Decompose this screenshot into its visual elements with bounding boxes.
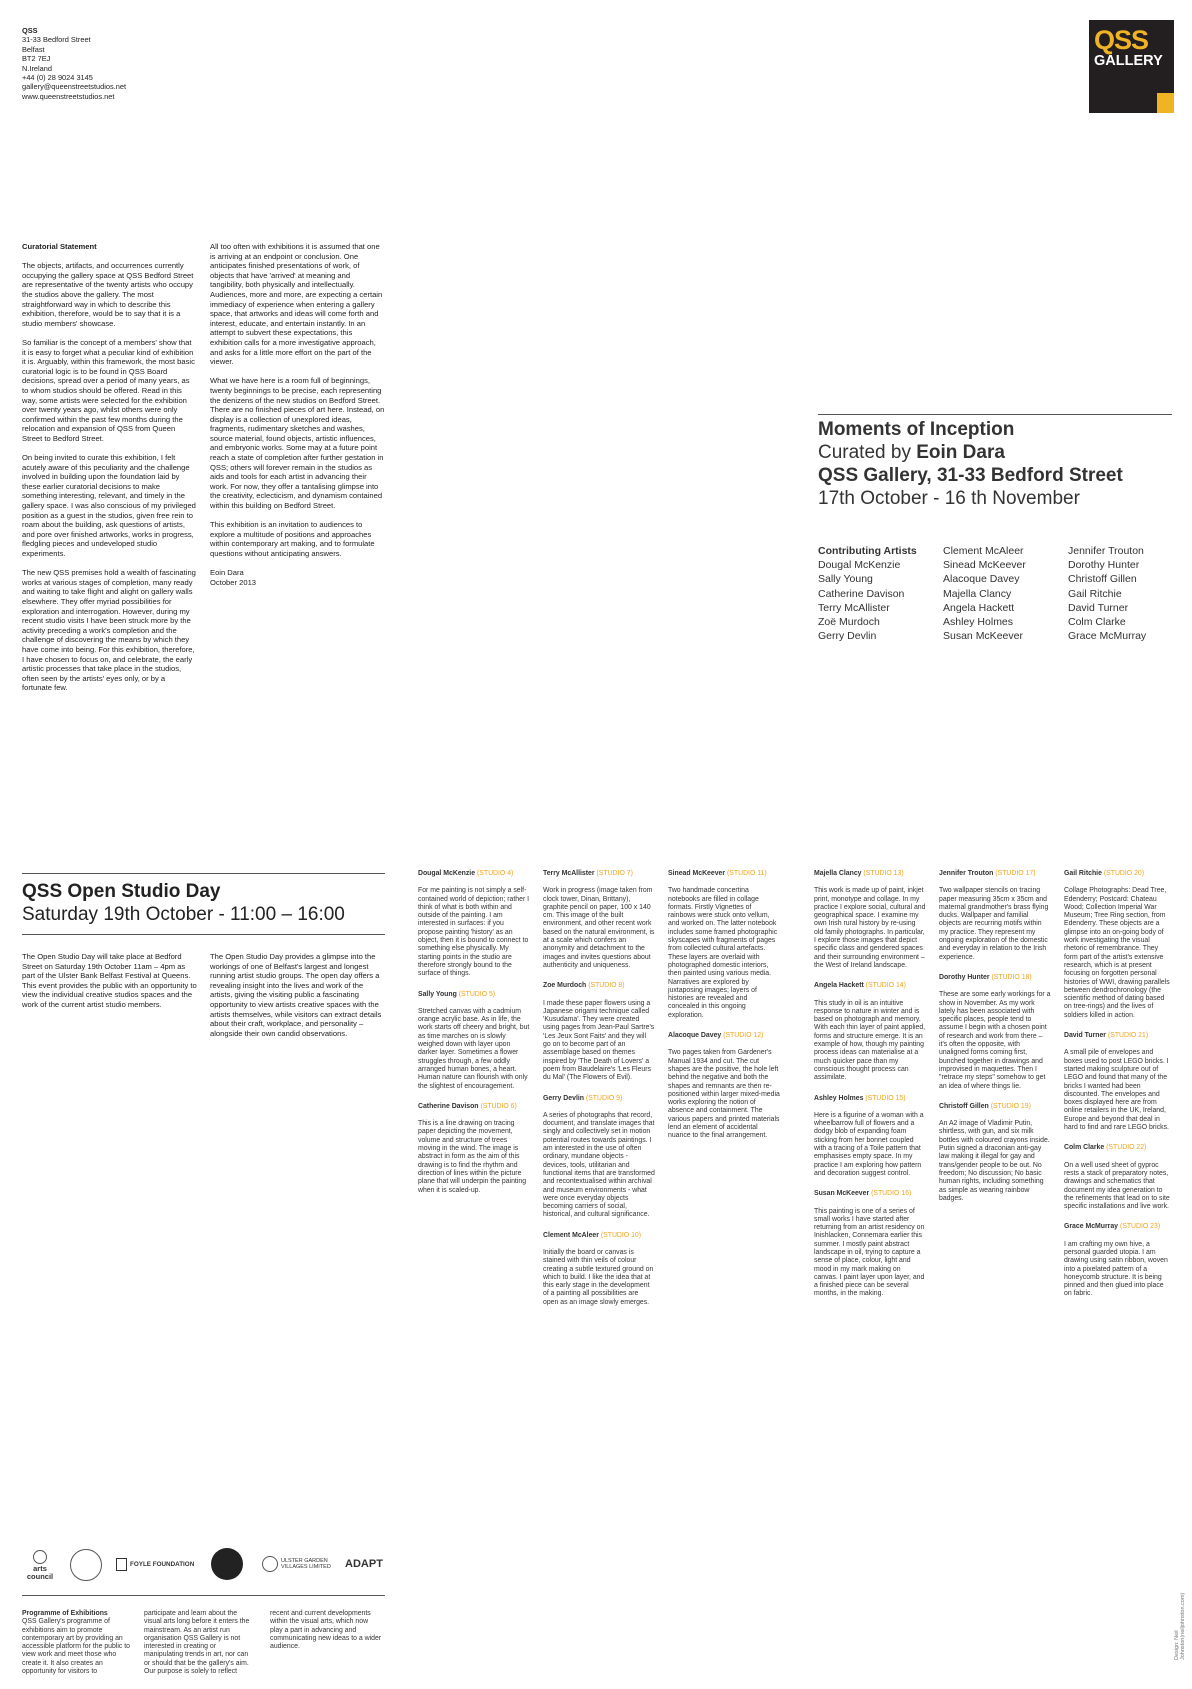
artist-name: Gail Ritchie: [1064, 870, 1102, 877]
statement-paragraph: All too often with exhibitions it is assumed that one is arriving at an endpoint or conclusion. One anticipates finished presentations of work, of objects that have 'arrived' at meaning and tangibility, both physically and intellectually. Audiences, more and more, are expecting a certain immediacy of experience when entering a gallery space, that artworks and ideas will come forth and interest, educate, and entertain instantly. In an attempt to subvert these expectations, this exhibition calls for a more investigative approach, and asks for a little more effort on the part of the viewer.: [210, 242, 383, 367]
studio-description: This is a line drawing on tracing paper depicting the movement, volume and structure of trees moving in the wind. The image is abstract in form as the aim of this drawing is to find the rhythm and direction of lines within the picture plane that will underpin the painting when it is scaled-up.: [418, 1120, 527, 1194]
exhibition-title: Moments of Inception: [818, 419, 1015, 440]
studio-artist-name: [1064, 1032, 1172, 1040]
programme-column-1: [22, 1610, 130, 1676]
studio-description: Stretched canvas with a cadmium orange acrylic base. As in life, the work starts off cheery and bright, but as time marches on is slowly weighed down with layer upon darker layer. Sometimes a flower struggles through, a few oddly arranged human bones, a heart. Human nature can flourish with only the slightest of encouragement.: [418, 1007, 530, 1090]
programme-text: QSS Gallery's programme of exhibitions aim to promote contemporary art by providing an accessible platform for the public to view work and meet those who create it. It also creates an opportunity for visitors to: [22, 1618, 131, 1676]
studio-artist-name: [418, 870, 530, 878]
curator-name: Eoin Dara: [916, 442, 1005, 463]
artist-name: Susan McKeever: [814, 1190, 870, 1198]
artist-name: Dougal McKenzie: [818, 559, 901, 572]
studio-number: (STUDIO 20): [1103, 870, 1145, 877]
studio-artist-name: [814, 1095, 926, 1103]
studio-artist-name: [939, 870, 1051, 878]
statement-paragraph: What we have here is a room full of beginnings, twenty beginnings to be precise, each representing the denizens of the new studios on Bedford Street. There are no finished pieces of art here. Instead, on display is a collection of unexplored ideas, fragments, rudimentary sketches and washes, source material, found objects, artistic influences, and embryonic works. Some may at a future point reach a state of completion after further gestation in QSS; others will forever remain in the studios as aids and tools for each artist in advancing their work. For now, they offer a tantalising glimpse into the creativity, eclecticism, and dynamism contained within this building on Bedford Street.: [210, 376, 385, 511]
logo-qss: QSS: [1094, 25, 1149, 55]
programme-column-3: [270, 1610, 382, 1651]
artist-name: Christoff Gillen: [939, 1102, 989, 1110]
curated-prefix: Curated by: [818, 442, 917, 463]
address-block: [22, 26, 126, 101]
studio-description: A small pile of envelopes and boxes used to post LEGO bricks. I started making sculpture out of LEGO and found that many of the bricks I wanted had been discounted. The envelopes and boxes displayed here are from online retailers in the UK, Ireland, Europe and beyond that deal in hard to find and rare LEGO bricks.: [1064, 1049, 1169, 1132]
artist-name: Gerry Devlin: [543, 1094, 584, 1102]
open-studio-rule-bottom: [22, 934, 385, 935]
foyle-text: FOYLE FOUNDATION: [130, 1560, 195, 1568]
studio-artist-name: [418, 1103, 530, 1111]
email-link[interactable]: gallery@queenstreetstudios.net: [22, 82, 127, 92]
studio-column: [1064, 870, 1172, 1311]
artist-name: Dorothy Hunter: [1068, 559, 1140, 572]
artist-name: Zoe Murdoch: [543, 982, 587, 990]
statement-paragraph: The objects, artifacts, and occurrences currently occupying the gallery space at QSS Bedford Street are representative of the twenty artists who occupy the studios above the gallery. The most straightforward way in which to describe this exhibition, therefore, would be to say that it is a studio members' showcase.: [22, 261, 194, 328]
exhibition-title-block: [818, 418, 1172, 510]
studio-description: Two handmade concertina notebooks are filled in collage formats. Firstly Vignettes of rainbows were stuck onto vellum, and worked on. The latter notebook includes some framed photographic skyscapes with fragments of pages from collected cultural artefacts. These layers are overlaid with photographed domestic interiors, then painted using various media. Narratives are explored by juxtaposing images; layers of histories are revealed and concealed in this ongoing exploration.: [668, 887, 778, 1019]
studio-description: I am crafting my own hive, a personal guarded utopia. I am drawing using satin ribbon, woven into a pixelated pattern of a honeycomb structure. It is being pinned and then glued into place on fabric.: [1064, 1240, 1168, 1298]
round-logo: [211, 1548, 243, 1580]
open-studio-text: The Open Studio Day will take place at Bedford Street on Saturday 19th October 11am – 4pm as part of the Ulster Bank Belfast Festival at Queens. This event provides the public with an opportunity to view the individual creative studios spaces and the work of the current artist studio members.: [22, 952, 197, 1009]
studio-artist-name: [1064, 870, 1172, 878]
studio-number: (STUDIO 13): [863, 870, 904, 877]
ulster-garden-text: ULSTER GARDEN VILLAGES LIMITED: [281, 1557, 331, 1570]
artist-name: Ashley Holmes: [943, 616, 1014, 629]
studio-column: [543, 870, 655, 1319]
programme-text: participate and learn about the visual arts long before it enters the mainstream. As an artist run organisation QSS Gallery is not interested in creating or manipulating trends in art, nor can or should that be the gallery's aim. Our purpose is solely to reflect: [144, 1610, 250, 1676]
artist-name: Christoff Gillen: [1068, 573, 1137, 586]
artist-name: Angela Hackett: [814, 982, 864, 990]
open-studio-column-1: [22, 952, 197, 1019]
artist-name: Grace McMurray: [1068, 630, 1147, 643]
address-line: Belfast: [22, 44, 45, 54]
address-line: QSS: [22, 26, 38, 35]
programme-heading: Programme of Exhibitions: [22, 1610, 108, 1617]
artist-name: Colm Clarke: [1068, 616, 1126, 629]
artist-name: Sally Young: [818, 573, 873, 586]
exhibition-dates: 17th October - 16 th November: [818, 488, 1080, 509]
arts-council-mark: [33, 1550, 47, 1564]
artists-heading: Contributing Artists: [818, 545, 917, 557]
studio-column: [668, 870, 780, 1153]
studio-artist-name: [543, 1232, 655, 1240]
studio-number: (STUDIO 11): [727, 870, 767, 877]
statement-paragraph: So familiar is the concept of a members' show that it is easy to forget what a peculiar kind of exhibition it is. Arguably, within this framework, the most basic curatorial logic is to be found in QSS Board decisions, spread over a period of many years, as to whom studios should be offered. Read in this way, some artists were selected for the exhibition over twenty years ago, whilst others were only confirmed within the past few months during the relocation and expansion of QSS from Queen Street to Bedford Street.: [22, 337, 195, 443]
studio-description: I made these paper flowers using a Japanese origami technique called 'Kusudama'. They were created using pages from Jean-Paul Sartre's 'Les Jeux Sont Faits' and they will go on to become part of an assemblage based on themes inspired by 'The Death of Lovers' a poem from Baudelaire's 'Les Fleurs du Mal' (The Flowers of Evil).: [543, 999, 655, 1082]
artists-column-2: [943, 544, 1063, 643]
studio-number: (STUDIO 16): [871, 1190, 912, 1198]
studio-artist-name: [668, 1032, 780, 1040]
artist-name: Grace McMurray: [1064, 1223, 1119, 1231]
studio-description: Two wallpaper stencils on tracing paper measuring 35cm x 35cm and maternal grandmother's brass flying ducks. Wallpaper and familial objects are recurring motifs within my practice. They represent my ongoing exploration of the domestic and everyday in relation to the Irish experience.: [939, 887, 1049, 961]
open-studio-title: QSS Open Studio Day: [22, 881, 221, 902]
studio-description: Work in progress (image taken from clock tower, Dinan, Brittany), graphite pencil on paper, 100 x 140 cm. This image of the built environment, and other recent work based on the natural environment, is at a scale which confers an anonymity and detachment to the images and invites questions about authenticity and uniqueness.: [543, 887, 655, 969]
artist-name: Clement McAleer: [943, 545, 1024, 557]
studio-description: For me painting is not simply a self-contained world of depiction; rather I think of what is both within and outside of the painting. I am interested in surfaces: if you propose painting 'history' as an object, then it is bound to connect to something else physically. My starting points in the studio are therefore strongly bound to the surface of things.: [418, 887, 530, 978]
open-studio-heading: [22, 880, 385, 926]
exhibition-venue: QSS Gallery, 31-33 Bedford Street: [818, 465, 1123, 486]
studio-artist-name: [814, 870, 926, 878]
studio-description: Two pages taken from Gardener's Manual 1934 and cut. The cut shapes are the positive, the hole left behind the negative and both the shapes and remnants are then re-positioned within larger mixed-media works exploring the notion of absence and containment. The various papers and printed materials lend an element of accidental nuance to the final arrangement.: [668, 1049, 780, 1140]
adapt-text: ADAPT: [345, 1558, 383, 1570]
studio-number: (STUDIO 21): [1107, 1032, 1149, 1040]
studio-number: (STUDIO 12): [723, 1032, 764, 1040]
foyle-foundation-logo: [116, 1556, 196, 1572]
artist-name: Clement McAleer: [543, 1231, 599, 1239]
studio-artist-name: [939, 1103, 1051, 1111]
artist-name: Catherine Davison: [418, 1102, 479, 1110]
studio-artist-name: [668, 870, 780, 878]
studio-artist-name: [543, 982, 655, 990]
studio-description: This study in oil is an intuitive response to nature in winter and is based on photograph and memory. With each thin layer of paint applied, forms and structure emerge. It is an example of how, though my painting process ideas can materialise at a much quicker pace than my conscious thought process can assimilate.: [814, 999, 926, 1082]
studio-number: (STUDIO 4): [476, 870, 514, 877]
open-studio-column-2: [210, 952, 385, 1048]
studio-description: A series of photographs that record, document, and translate images that singly and collectively set in motion potential routes towards paintings. I am interested in the use of often ordinary, mundane objects - devices, tools, utilitarian and functional items that are transformed and recontextualised within archival and museum environments - what were once everyday objects becoming carriers of social, historical, and cultural significance.: [543, 1111, 655, 1219]
studio-number: (STUDIO 23): [1119, 1223, 1161, 1231]
open-studio-text: The Open Studio Day provides a glimpse into the workings of one of Belfast's largest and longest running artist studio groups. The open day offers a revealing insight into the lives and work of the artists, giving the visiting public a fascinating opportunity to view artists creative spaces with the artists themselves, while visitors can extract details about their craft, workplace, and personality – alongside their own candid observations.: [210, 952, 382, 1038]
statement-date: October 2013: [210, 577, 257, 587]
design-credit: Design: Neil Johnston(neiljohnston.com): [1174, 1592, 1186, 1660]
exhibition-rule: [818, 414, 1172, 415]
artist-name: Alacoque Davey: [668, 1032, 722, 1040]
artist-name: Dorothy Hunter: [939, 973, 990, 981]
qss-gallery-logo: [1089, 20, 1174, 113]
artist-name: Gail Ritchie: [1068, 587, 1122, 600]
address-line: BT2 7EJ: [22, 54, 51, 64]
artist-name: Terry McAllister: [818, 601, 890, 614]
ulster-garden-mark: [262, 1556, 278, 1572]
studio-description: An A2 image of Vladimir Putin, shirtless, with gun, and six milk bottles with coloured crayons inside. Putin signed a draconian anti-gay law making it illegal for gay and trans/gender people to be out. No freedom; No discussion; No basic human rights, including something as simple as wearing rainbow badges.: [939, 1120, 1050, 1202]
studio-artist-name: [1064, 1223, 1172, 1231]
artist-name: Majella Clancy: [943, 587, 1012, 600]
studio-number: (STUDIO 14): [865, 982, 906, 990]
artist-name: Jennifer Trouton: [1068, 545, 1144, 557]
artist-name: Zoë Murdoch: [818, 616, 880, 629]
open-studio-rule: [22, 873, 385, 874]
studio-description: Here is a figurine of a woman with a wheelbarrow full of flowers and a dodgy blob of expanding foam sticking from her bonnet coupled with a tracing of a Toile pattern that emphasises empty space. In my practice I am exploring how pattern and decoration suggest control.: [814, 1111, 924, 1177]
crest-logo: [70, 1549, 102, 1581]
studio-number: (STUDIO 8): [588, 982, 625, 990]
studio-number: (STUDIO 18): [991, 973, 1032, 981]
programme-text: recent and current developments within the visual arts, which now play a part in advancing and communicating new ideas to a wider audience.: [270, 1610, 382, 1651]
studio-artist-name: [543, 1095, 655, 1103]
foyle-mark: [116, 1558, 127, 1571]
studio-number: (STUDIO 22): [1106, 1144, 1147, 1152]
arts-council-text: arts council: [26, 1563, 54, 1581]
artist-name: Susan McKeever: [943, 630, 1023, 643]
logo-accent: [1157, 93, 1174, 113]
artist-name: Sinead McKeever: [668, 870, 726, 877]
studio-artist-name: [543, 870, 655, 878]
studio-number: (STUDIO 10): [600, 1231, 642, 1239]
programme-column-2: [144, 1610, 256, 1676]
studio-column: [418, 870, 530, 1207]
statement-column-1: [22, 242, 197, 703]
studio-artist-name: [418, 991, 530, 999]
studio-artist-name: [814, 1190, 926, 1198]
studio-artist-name: [1064, 1144, 1172, 1152]
statement-column-2: [210, 242, 385, 587]
artist-name: Angela Hackett: [943, 601, 1015, 614]
studio-number: (STUDIO 6): [480, 1102, 517, 1110]
studio-number: (STUDIO 5): [458, 990, 496, 998]
studio-description: Initially the board or canvas is stained with thin veils of colour creating a subtle textured ground on which to build. I like the idea that at this early stage in the development of a painting all possibilities are open as an image slowly emerges.: [543, 1248, 654, 1306]
ulster-garden-logo: [262, 1552, 342, 1576]
studio-number: (STUDIO 17): [995, 870, 1036, 877]
artist-name: David Turner: [1064, 1032, 1106, 1040]
artist-name: Sinead McKeever: [943, 559, 1026, 572]
studio-number: (STUDIO 7): [596, 870, 633, 877]
studio-description: On a well used sheet of gyproc rests a stack of preparatory notes, drawings and schematics that document my idea generation to the refinements that lead on to site specific installations and live work.: [1064, 1161, 1170, 1211]
programme-rule: [22, 1595, 385, 1596]
artists-column-3: [1068, 544, 1178, 643]
statement-paragraph: This exhibition is an invitation to audiences to explore a multitude of positions and approaches within contemporary art making, and to formulate questions without anticipating answers.: [210, 520, 375, 558]
statement-paragraph: On being invited to curate this exhibition, I felt acutely aware of this peculiarity and the challenge involved in building upon the foundation laid by these earlier curatorial decisions to make something interesting, relevant, and timely in the gallery space. I was also conscious of my privileged position as a guest in the studios, given free rein to roam about the building, ask questions of artists, and pore over finished artworks, works in progress, fledgling pieces and undeveloped studio experiments.: [22, 453, 196, 558]
studio-description: These are some early workings for a show in November. As my work lately has been associated with specific places, people tend to assume I begin with a chosen point of research and work from there – it's often the opposite, with unaligned forms coming first, bunched together in drawings and improvised in maquettes. Then I "retrace my steps" somehow to get an idea of where things lie.: [939, 991, 1051, 1090]
studio-number: (STUDIO 19): [990, 1102, 1031, 1110]
open-studio-date: Saturday 19th October - 11:00 – 16:00: [22, 904, 345, 925]
adapt-logo: [342, 1556, 386, 1572]
artist-name: Majella Clancy: [814, 870, 862, 877]
artist-name: Terry McAllister: [543, 870, 595, 877]
studio-artist-name: [939, 974, 1051, 982]
phone-number: +44 (0) 28 9024 3145: [22, 73, 93, 83]
artist-name: Ashley Holmes: [814, 1094, 864, 1102]
address-line: N.Ireland: [22, 63, 52, 73]
studio-number: (STUDIO 15): [865, 1094, 906, 1102]
artist-name: Catherine Davison: [818, 587, 905, 600]
address-line: 31-33 Bedford Street: [22, 35, 91, 45]
artist-name: Alacoque Davey: [943, 573, 1020, 586]
website-link[interactable]: www.queenstreetstudios.net: [22, 91, 115, 101]
statement-paragraph: The new QSS premises hold a wealth of fascinating works at various stages of completion, many ready and waiting to take flight and alight on gallery walls elsewhere. They offer myriad possibilities for exploration and interrogation. However, during my recent studio visits I have been struck more by the activity preceding a work's completion and the challenge of discovering the means by which they have come into being. For this exhibition, therefore, I have chosen to focus on, and celebrate, the early artistic processes that take place in the studios, often seen by the artists' eyes only, or by a fortunate few.: [22, 568, 196, 693]
artist-name: Sally Young: [418, 990, 457, 998]
studio-description: Collage Photographs: Dead Tree, Edenderry; Postcard: Chateau Wood; Collection Imperial War Museum; Tree Ring section, from Edenderry. These objects are a glimpse into an on-going body of work investigating the visual rhetoric of remembrance. They form part of the artist's extensive research, which is at present focusing on forgotten personal histories of WWI, drawing parallels between dendrochronology (the scientific method of dating based on tree-rings) and the lives of soldiers killed in action.: [1064, 887, 1170, 1019]
studio-artist-name: [814, 982, 926, 990]
statement-heading: Curatorial Statement: [22, 242, 97, 251]
studio-description: This painting is one of a series of small works I have started after returning from an artist residency on Inishlacken, Connemara earlier this summer. I mostly paint abstract landscape in oil, trying to capture a sense of place, colour, light and mood in my mark making on canvas. I paint layer upon layer, and a finished piece can be several months, in the making.: [814, 1207, 925, 1298]
artist-name: Dougal McKenzie: [418, 870, 476, 877]
curator-line: [818, 441, 1172, 464]
studio-column: [939, 870, 1051, 1215]
artists-column-1: [818, 544, 938, 643]
artist-name: Gerry Devlin: [818, 630, 877, 643]
studio-number: (STUDIO 9): [585, 1094, 623, 1102]
arts-council-logo: [26, 1548, 54, 1582]
studio-description: This work is made up of paint, inkjet print, monotype and collage. In my practice I explore social, cultural and geographical space. I examine my own Irish rural history by re-using old family photographs. In particular, I explore those images that depict specific class and gendered spaces and their surrounding environment – the West of Ireland landscape.: [814, 887, 926, 969]
statement-signature: Eoin Dara: [210, 568, 244, 578]
artist-name: Colm Clarke: [1064, 1144, 1105, 1152]
logo-gallery: GALLERY: [1094, 53, 1163, 69]
artist-name: David Turner: [1068, 601, 1129, 614]
studio-column: [814, 870, 926, 1311]
artist-name: Jennifer Trouton: [939, 870, 994, 877]
